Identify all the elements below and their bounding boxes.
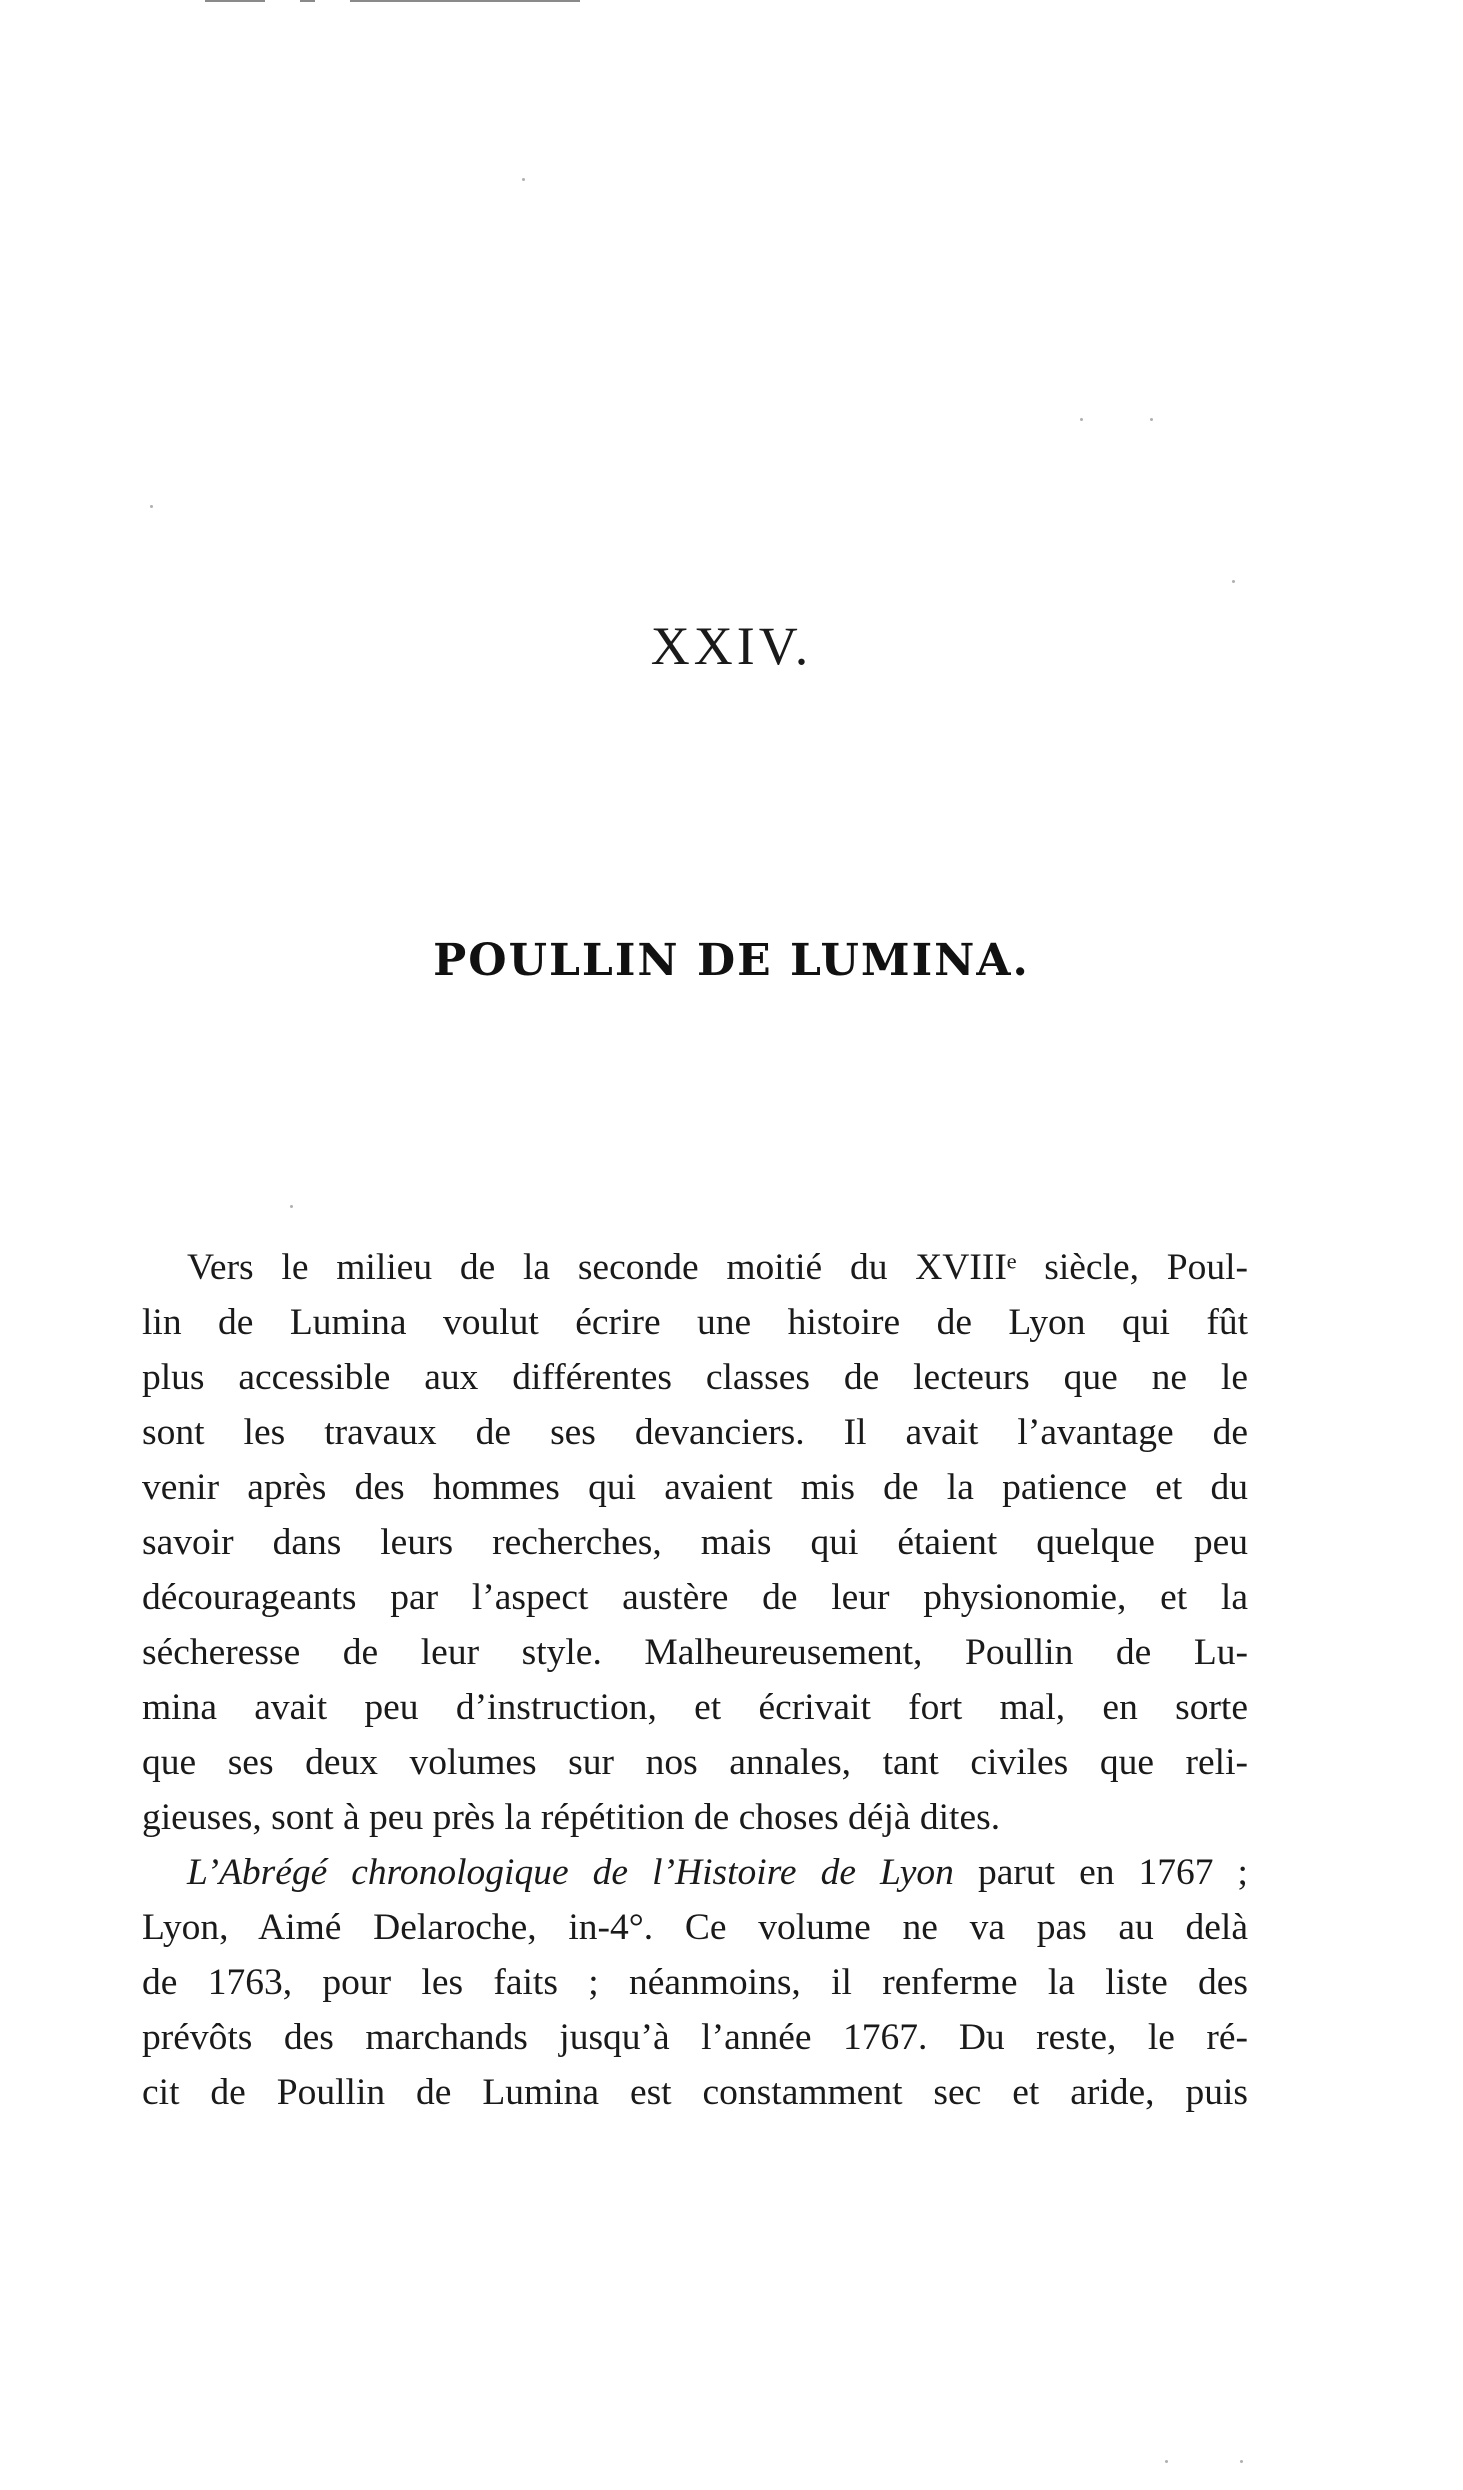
text-line: lin de Lumina voulut écrire une histoire de Lyon qui fût [142,1302,1248,1343]
paper-speck [1165,2460,1168,2463]
text-line: gieuses, sont à peu près la répétition de choses déjà dites. [142,1797,1001,1838]
top-rule-3 [350,0,580,2]
text-line: venir après des hommes qui avaient mis de la patience et du [142,1467,1248,1508]
body-text [142,1240,1248,2120]
text-line: prévôts des marchands jusqu’à l’année 1767. Du reste, le ré- [142,2017,1248,2058]
text-line: de 1763, pour les faits ; néanmoins, il renferme la liste des [142,1962,1248,2003]
text-line: savoir dans leurs recherches, mais qui étaient quelque peu [142,1522,1248,1563]
text-line: mina avait peu d’instruction, et écrivait fort mal, en sorte [142,1687,1248,1728]
paper-speck [150,505,153,508]
text-line: plus accessible aux différentes classes de lecteurs que ne le [142,1357,1248,1398]
top-rule-2 [300,0,315,2]
text-line: Lyon, Aimé Delaroche, in-4°. Ce volume ne va pas au delà [142,1907,1248,1948]
paragraph2-first-line [142,1845,1248,1900]
text-line: Vers le milieu de la seconde moitié du XVIIIᵉ siècle, Poul- [187,1247,1248,1288]
paper-speck [1232,580,1235,583]
text-line: sécheresse de leur style. Malheureusement, Poullin de Lu- [142,1632,1248,1673]
top-rule-1 [205,0,265,2]
text-fragment: parut en 1767 ; [953,1852,1248,1893]
paper-speck [290,1205,293,1208]
paper-speck [1150,418,1153,421]
text-line: que ses deux volumes sur nos annales, tant civiles que reli- [142,1742,1248,1783]
chapter-number: XXIV. [650,616,813,676]
chapter-title: POULLIN DE LUMINA. [433,935,1030,986]
text-line: sont les travaux de ses devanciers. Il avait l’avantage de [142,1412,1248,1453]
paper-speck [1240,2460,1243,2463]
paper-speck [522,178,525,181]
text-line: cit de Poullin de Lumina est constamment sec et aride, puis [142,2072,1248,2113]
book-title-italic: L’Abrégé chronologique de l’Histoire de Lyon [187,1852,954,1893]
paper-speck [1080,418,1083,421]
text-line: décourageants par l’aspect austère de leur physionomie, et la [142,1577,1248,1618]
